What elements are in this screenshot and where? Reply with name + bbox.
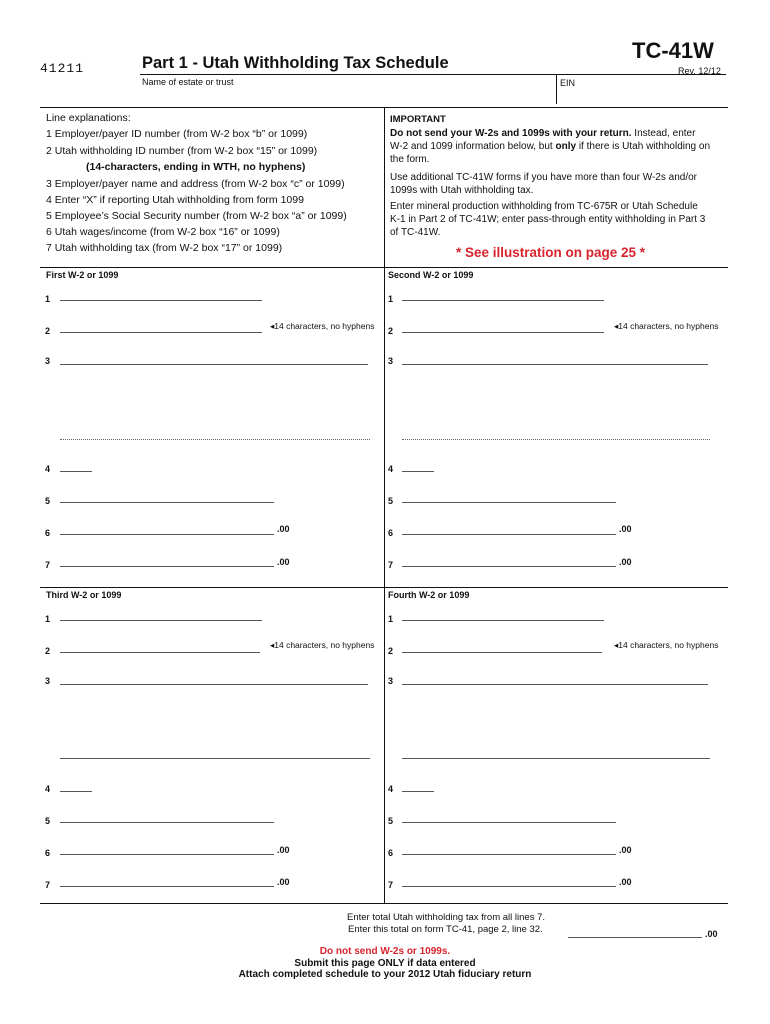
explanations-heading: Line explanations: — [46, 112, 131, 124]
explanation-line-1: 1 Employer/payer ID number (from W-2 box “b” or 1099) — [46, 128, 308, 140]
employer-id-field[interactable] — [402, 620, 604, 621]
footer-attach-note: Attach completed schedule to your 2012 Utah fiduciary return — [238, 969, 532, 980]
line-number-2: 2 — [45, 326, 51, 336]
important-paragraph-1 — [390, 127, 710, 166]
line-number-2: 2 — [45, 646, 51, 656]
section-title-third: Third W-2 or 1099 — [46, 590, 122, 600]
line-number-7: 7 — [45, 560, 51, 570]
ssn-field[interactable] — [60, 502, 274, 503]
fourteen-char-hint: ◂14 characters, no hyphens — [270, 640, 375, 650]
illustration-note: * See illustration on page 25 * — [456, 245, 646, 260]
ein-label: EIN — [560, 78, 576, 88]
utah-withholding-tax-field[interactable] — [60, 886, 274, 887]
explanation-line-6: 6 Utah wages/income (from W-2 box “16” or 1099) — [46, 226, 280, 238]
line-number-5: 5 — [45, 496, 51, 506]
explanation-line-4: 4 Enter “X” if reporting Utah withholding from form 1099 — [46, 194, 304, 206]
line-number-7: 7 — [388, 880, 394, 890]
explanation-line-7: 7 Utah withholding tax (from W-2 box “17” or 1099) — [46, 242, 283, 254]
fourteen-char-hint: ◂14 characters, no hyphens — [614, 321, 719, 331]
line-number-4: 4 — [388, 464, 394, 474]
footer-submit-note: Submit this page ONLY if data entered — [294, 958, 476, 969]
line-number-5: 5 — [45, 816, 51, 826]
line-number-6: 6 — [45, 848, 51, 858]
revision-label: Rev. 12/12 — [678, 66, 721, 76]
employer-address-field-2[interactable] — [60, 758, 370, 759]
important-paragraph-3: Enter mineral production withholding from TC-675R or Utah Schedule K-1 in Part 2 of TC-41W; enter pass-through entity withholding in Part 3 of TC-41W. — [390, 201, 706, 238]
explanation-line-2: 2 Utah withholding ID number (from W-2 box “15” or 1099) — [46, 145, 318, 157]
utah-withholding-id-field[interactable] — [402, 652, 602, 653]
name-of-estate-label: Name of estate or trust — [142, 77, 234, 87]
ein-input[interactable] — [560, 88, 724, 104]
employer-name-address-field[interactable] — [60, 684, 368, 685]
explanation-line-5: 5 Employee’s Social Security number (from W-2 box “a” or 1099) — [46, 210, 347, 222]
cents-label: .00 — [277, 877, 290, 887]
footer-warning: Do not send W-2s or 1099s. — [319, 946, 451, 957]
cents-label: .00 — [619, 845, 632, 855]
form-1099-x-field[interactable] — [60, 471, 92, 472]
total-withholding-field[interactable] — [568, 937, 702, 938]
form-code: 41211 — [40, 61, 85, 76]
grid-middle-rule — [40, 587, 728, 588]
utah-withholding-tax-field[interactable] — [402, 566, 616, 567]
line-number-4: 4 — [45, 464, 51, 474]
form-id: TC-41W — [632, 38, 714, 63]
total-instruction-2: Enter this total on form TC-41, page 2, line 32. — [348, 924, 543, 935]
section-title-fourth: Fourth W-2 or 1099 — [388, 590, 470, 600]
page-title: Part 1 - Utah Withholding Tax Schedule — [142, 54, 449, 72]
line-number-4: 4 — [388, 784, 394, 794]
cents-label: .00 — [619, 524, 632, 534]
utah-wages-field[interactable] — [60, 534, 274, 535]
line-number-7: 7 — [388, 560, 394, 570]
fourteen-char-hint: ◂14 characters, no hyphens — [270, 321, 375, 331]
utah-withholding-id-field[interactable] — [402, 332, 604, 333]
line-number-2: 2 — [388, 326, 394, 336]
line-number-5: 5 — [388, 496, 394, 506]
line-number-1: 1 — [45, 294, 51, 304]
grid-bottom-rule — [40, 903, 728, 904]
ssn-field[interactable] — [60, 822, 274, 823]
cents-label: .00 — [277, 557, 290, 567]
utah-withholding-tax-field[interactable] — [402, 886, 616, 887]
ssn-field[interactable] — [402, 822, 616, 823]
important-text: Instead, enter W-2 and 1099 information below, but — [390, 128, 696, 152]
important-heading: IMPORTANT — [390, 114, 446, 125]
employer-name-address-field[interactable] — [402, 364, 708, 365]
name-of-estate-input[interactable] — [142, 88, 552, 104]
cents-label: .00 — [619, 877, 632, 887]
line-number-6: 6 — [388, 848, 394, 858]
employer-name-address-field[interactable] — [60, 364, 368, 365]
line-number-1: 1 — [388, 614, 394, 624]
line-number-1: 1 — [388, 294, 394, 304]
important-end-text: if there is Utah withholding on the form. — [390, 141, 711, 165]
employer-name-address-field[interactable] — [402, 684, 708, 685]
utah-wages-field[interactable] — [60, 854, 274, 855]
important-only-text: only — [555, 141, 577, 152]
line-number-3: 3 — [45, 676, 51, 686]
utah-withholding-id-field[interactable] — [60, 332, 262, 333]
employer-address-field-2[interactable] — [60, 439, 370, 440]
section-title-first: First W-2 or 1099 — [46, 270, 119, 280]
line-number-6: 6 — [45, 528, 51, 538]
utah-wages-field[interactable] — [402, 534, 616, 535]
line-number-3: 3 — [45, 356, 51, 366]
employer-id-field[interactable] — [60, 300, 262, 301]
ein-divider — [556, 74, 557, 104]
cents-label: .00 — [705, 929, 718, 939]
form-1099-x-field[interactable] — [402, 791, 434, 792]
line-number-7: 7 — [45, 880, 51, 890]
ein-header-rule — [556, 74, 726, 75]
utah-wages-field[interactable] — [402, 854, 616, 855]
fourteen-char-hint: ◂14 characters, no hyphens — [614, 640, 719, 650]
line-number-2: 2 — [388, 646, 394, 656]
utah-withholding-tax-field[interactable] — [60, 566, 274, 567]
name-header-rule — [140, 74, 556, 75]
line-number-1: 1 — [45, 614, 51, 624]
center-divider — [384, 107, 385, 904]
total-instruction-1: Enter total Utah withholding tax from all lines 7. — [347, 912, 546, 923]
line-number-6: 6 — [388, 528, 394, 538]
explanation-line-3: 3 Employer/payer name and address (from W-2 box “c” or 1099) — [46, 178, 345, 190]
section-title-second: Second W-2 or 1099 — [388, 270, 474, 280]
important-paragraph-2: Use additional TC-41W forms if you have more than four W-2s and/or 1099s with Utah withholding tax. — [390, 172, 697, 196]
employer-address-field-2[interactable] — [402, 758, 710, 759]
line-number-3: 3 — [388, 676, 394, 686]
ssn-field[interactable] — [402, 502, 616, 503]
form-1099-x-field[interactable] — [402, 471, 434, 472]
line-number-4: 4 — [45, 784, 51, 794]
line-number-3: 3 — [388, 356, 394, 366]
line-number-5: 5 — [388, 816, 394, 826]
important-bold-text: Do not send your W-2s and 1099s with your return. — [390, 128, 632, 139]
employer-id-field[interactable] — [402, 300, 604, 301]
cents-label: .00 — [277, 524, 290, 534]
employer-address-field-2[interactable] — [402, 439, 710, 440]
form-1099-x-field[interactable] — [60, 791, 92, 792]
utah-withholding-id-field[interactable] — [60, 652, 260, 653]
cents-label: .00 — [277, 845, 290, 855]
cents-label: .00 — [619, 557, 632, 567]
employer-id-field[interactable] — [60, 620, 262, 621]
explanation-line-2-note: (14-characters, ending in WTH, no hyphens) — [86, 161, 306, 173]
